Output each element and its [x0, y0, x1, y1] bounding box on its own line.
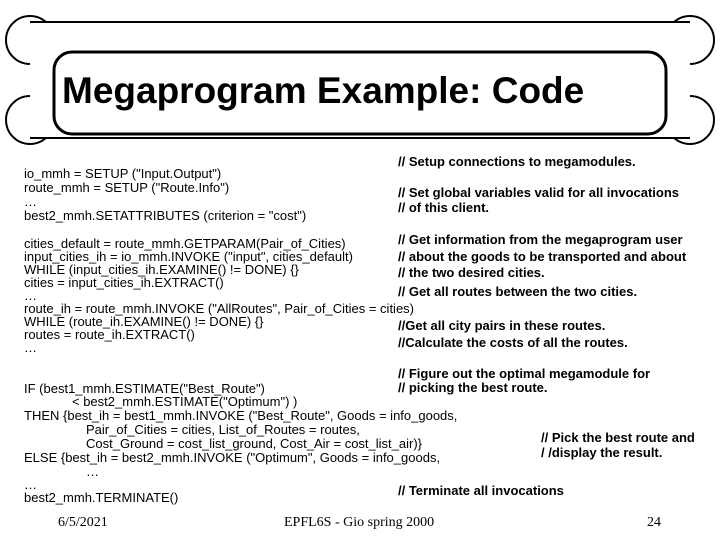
- code-line: …: [86, 464, 99, 479]
- code-line: …: [24, 477, 37, 492]
- footer-date: 6/5/2021: [58, 515, 108, 530]
- code-line: Pair_of_Cities = cities, List_of_Routes = routes,: [86, 422, 360, 437]
- code-comment: // Get information from the megaprogram user: [398, 232, 683, 247]
- code-comment: // picking the best route.: [398, 380, 548, 395]
- code-line: best2_mmh.TERMINATE(): [24, 490, 179, 505]
- code-line: input_cities_ih = io_mmh.INVOKE ("input", cities_default): [24, 249, 353, 264]
- code-line: WHILE (input_cities_ih.EXAMINE() != DONE) {}: [24, 262, 299, 277]
- code-comment: / /display the result.: [541, 445, 663, 460]
- code-comment: //Calculate the costs of all the routes.: [398, 335, 628, 350]
- code-comment: // Setup connections to megamodules.: [398, 154, 636, 169]
- code-line: route_mmh = SETUP ("Route.Info"): [24, 180, 230, 195]
- code-line: io_mmh = SETUP ("Input.Output"): [24, 166, 222, 181]
- code-comment: // the two desired cities.: [398, 265, 545, 280]
- code-comment: // Terminate all invocations: [398, 483, 564, 498]
- code-line: best2_mmh.SETATTRIBUTES (criterion = "cost"): [24, 208, 307, 223]
- code-line: …: [24, 288, 37, 303]
- code-line: route_ih = route_mmh.INVOKE ("AllRoutes", Pair_of_Cities = cities): [24, 301, 414, 316]
- code-line: cities = input_cities_ih.EXTRACT(): [24, 275, 224, 290]
- code-line: ELSE {best_ih = best2_mmh.INVOKE ("Optimum", Goods = info_goods,: [24, 450, 441, 465]
- footer-course: EPFL6S - Gio spring 2000: [284, 515, 435, 530]
- code-line: THEN {best_ih = best1_mmh.INVOKE ("Best_Route", Goods = info_goods,: [24, 408, 458, 423]
- code-comment: // Figure out the optimal megamodule for: [398, 366, 651, 381]
- code-comment: // about the goods to be transported and about: [398, 249, 687, 264]
- code-line: < best2_mmh.ESTIMATE("Optimum") ): [72, 394, 298, 409]
- code-line: …: [24, 340, 37, 355]
- code-comment: //Get all city pairs in these routes.: [398, 318, 606, 333]
- code-line: cities_default = route_mmh.GETPARAM(Pair_of_Cities): [24, 236, 346, 251]
- footer-page-number: 24: [647, 515, 661, 530]
- code-comment: // of this client.: [398, 200, 490, 215]
- code-line: IF (best1_mmh.ESTIMATE("Best_Route"): [24, 381, 265, 396]
- code-line: Cost_Ground = cost_list_ground, Cost_Air = cost_list_air)}: [86, 436, 423, 451]
- slide-title: Megaprogram Example: Code: [62, 70, 585, 111]
- code-comment: // Pick the best route and: [541, 430, 695, 445]
- code-line: WHILE (route_ih.EXAMINE() != DONE) {}: [24, 314, 264, 329]
- code-line: routes = route_ih.EXTRACT(): [24, 327, 195, 342]
- code-comment: // Get all routes between the two cities.: [398, 284, 638, 299]
- code-comment: // Set global variables valid for all invocations: [398, 185, 680, 200]
- code-line: …: [24, 194, 37, 209]
